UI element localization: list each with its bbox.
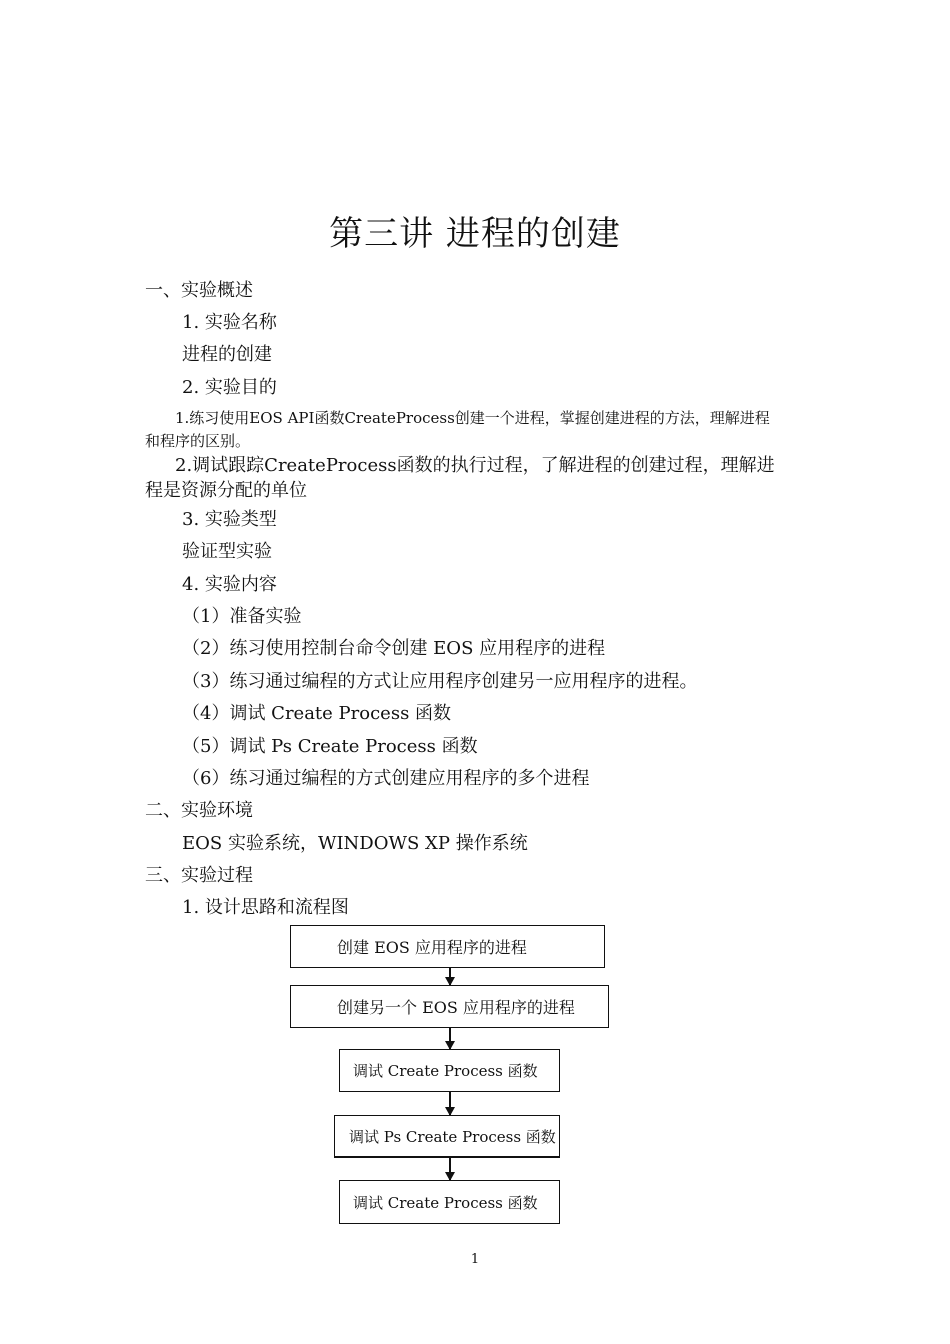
flowchart-box-label: 创建 EOS 应用程序的进程 [337,938,527,957]
flowchart-box-label: 调试 Create Process 函数 [353,1062,538,1080]
name-value: 进程的创建 [182,344,272,365]
purpose-item-2-line-2: 程是资源分配的单位 [145,480,307,501]
type-label: 3. 实验类型 [182,509,277,530]
page-number: 1 [470,1252,480,1267]
purpose-item-1-line-1: 1.练习使用EOS API函数CreateProcess创建一个进程，掌握创建进程的方法，理解进程 [175,409,770,427]
section-3-heading: 三、实验过程 [145,865,253,886]
purpose-item-1-line-2: 和程序的区别。 [145,432,251,450]
page-title: 第三讲 进程的创建 [329,214,621,254]
content-item: （6）练习通过编程的方式创建应用程序的多个进程 [182,768,590,789]
purpose-label: 2. 实验目的 [182,377,277,398]
flowchart-arrow [449,968,451,985]
environment-value: EOS 实验系统，WINDOWS XP 操作系统 [182,833,528,854]
name-label: 1. 实验名称 [182,312,277,333]
flowchart-box [290,925,605,968]
content-item: （1）准备实验 [182,606,302,627]
flowchart-arrow [449,1158,451,1180]
flowchart-box-label: 调试 Ps Create Process 函数 [349,1127,556,1146]
flowchart-box [339,1049,560,1092]
flowchart-arrow [449,1092,451,1115]
section-2-heading: 二、实验环境 [145,800,253,821]
content-item: （4）调试 Create Process 函数 [182,703,452,724]
purpose-item-2-line-1: 2.调试跟踪CreateProcess函数的执行过程，了解进程的创建过程，理解进 [175,455,775,476]
section-1-heading: 一、实验概述 [145,280,253,301]
flowchart-arrow [449,1028,451,1049]
content-label: 4. 实验内容 [182,574,277,595]
content-item: （3）练习通过编程的方式让应用程序创建另一应用程序的进程。 [182,671,698,692]
step-1-label: 1. 设计思路和流程图 [182,897,349,918]
content-item: （5）调试 Ps Create Process 函数 [182,736,478,757]
type-value: 验证型实验 [182,541,272,562]
flowchart-box [334,1115,560,1158]
content-item: （2）练习使用控制台命令创建 EOS 应用程序的进程 [182,638,606,659]
flowchart-box [290,985,609,1028]
flowchart-box-label: 调试 Create Process 函数 [353,1193,538,1212]
flowchart-box-label: 创建另一个 EOS 应用程序的进程 [337,998,575,1017]
flowchart-box [339,1180,560,1224]
